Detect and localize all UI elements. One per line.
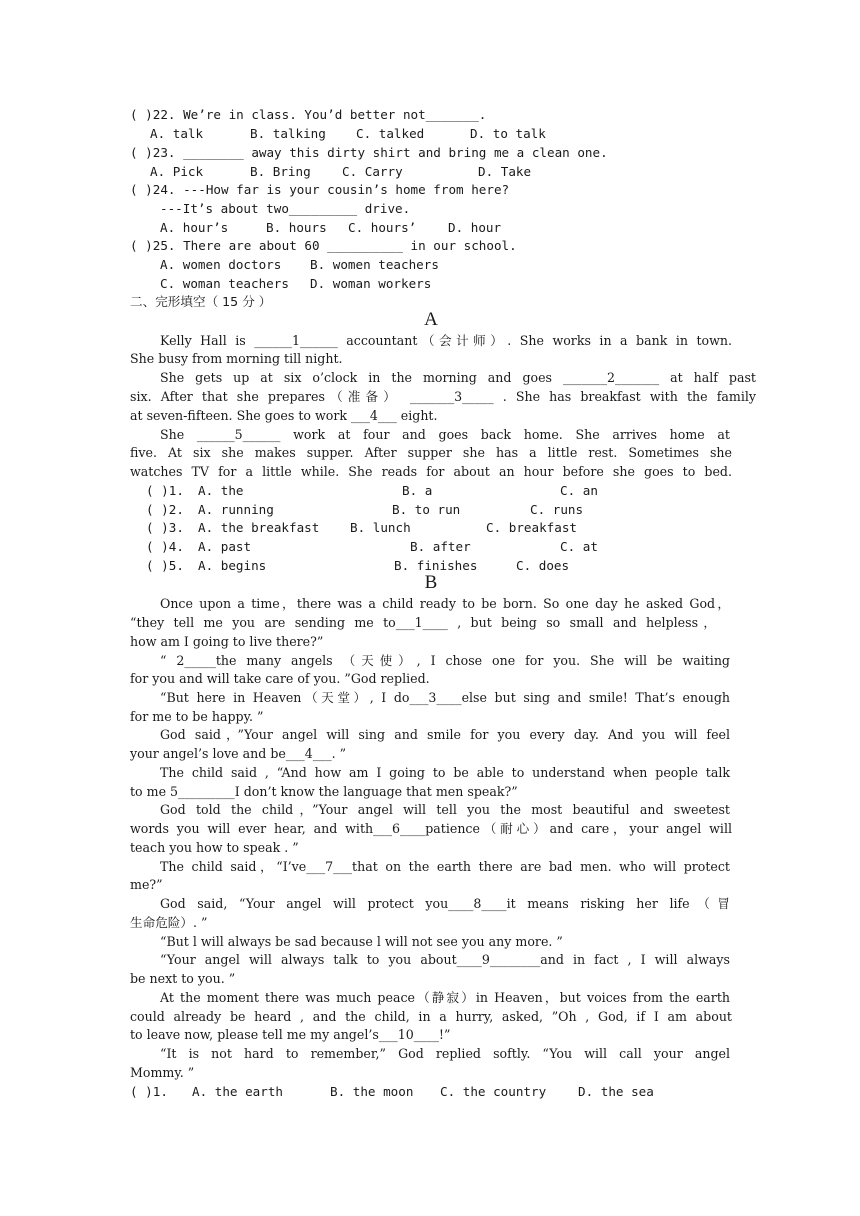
option-a: A. begins xyxy=(198,558,267,573)
question-25-options-row1 xyxy=(130,255,732,274)
passage-a-line: She ______5______ work at four and goes back home. She arrives home at xyxy=(160,427,730,442)
option-b: B. the moon xyxy=(330,1084,414,1099)
option-d: D. to talk xyxy=(470,126,546,141)
option-a: A. the earth xyxy=(192,1084,283,1099)
passage-b-line: “But here in Heaven（天堂）, I do___3____else but sing and smile! That’s enough xyxy=(160,690,730,705)
passage-b-line: words you will ever hear, and with___6____patience（耐心）and care，your angel will xyxy=(130,821,732,836)
passage-b-line: The child said，“I’ve___7___that on the earth there are bad men. who will protect xyxy=(160,859,730,874)
passage-b-line: could already be heard , and the child, in a hurry, asked, ”Oh , God, if I am about xyxy=(130,1009,732,1024)
option-c: C. an xyxy=(560,483,598,498)
question-number: ( )1. xyxy=(130,1084,168,1099)
passage-b-line: how am I going to live there?” xyxy=(130,634,324,649)
option-b: B. finishes xyxy=(394,558,478,573)
question-24-options xyxy=(130,218,732,237)
option-a: A. the xyxy=(198,483,244,498)
passage-b-line: your angel’s love and be___4___. ” xyxy=(130,746,347,761)
passage-b-line: At the moment there was much peace（静寂）in Heaven，but voices from the earth xyxy=(160,990,730,1005)
question-number: ( )2. xyxy=(146,502,184,517)
passage-b-line: God told the child，”Your angel will tell you the most beautiful and sweetest xyxy=(160,802,730,817)
option-a: A. hour’s xyxy=(160,220,229,235)
passage-b-line: God said, “Your angel will protect you____8____it means risking her life（冒 xyxy=(160,896,730,911)
option-b: B. women teachers xyxy=(310,257,439,272)
passage-a-line: She busy from morning till night. xyxy=(130,351,343,366)
option-b: B. Bring xyxy=(250,164,311,179)
passage-b-letter: B xyxy=(424,572,438,593)
section-two-title: 二、完形填空（ 15 分 ） xyxy=(130,294,272,309)
passage-a-line: Kelly Hall is ______1______ accountant（会计师）. She works in a bank in town. xyxy=(160,333,732,348)
passage-a-question-3 xyxy=(146,518,748,537)
option-c: C. woman teachers xyxy=(160,276,289,291)
option-b: B. lunch xyxy=(350,520,411,535)
passage-a-line: six. After that she prepares（准备） _______3_____ . She has breakfast with the family xyxy=(130,389,756,404)
option-b: B. hours xyxy=(266,220,327,235)
passage-a-question-4 xyxy=(146,537,748,556)
passage-b-line: me?” xyxy=(130,877,163,892)
option-d: D. Take xyxy=(478,164,532,179)
passage-a-question-1 xyxy=(146,481,748,500)
question-23-options xyxy=(130,162,732,181)
option-c: C. runs xyxy=(530,502,584,517)
question-number: ( )1. xyxy=(146,483,184,498)
option-a: A. the breakfast xyxy=(198,520,320,535)
question-number: ( )4. xyxy=(146,539,184,554)
option-b: B. after xyxy=(410,539,471,554)
passage-b-line: for you and will take care of you. ”God replied. xyxy=(130,671,430,686)
passage-b-line: “It is not hard to remember,” God replied softly. “You will call your angel xyxy=(160,1046,730,1061)
option-b: B. to run xyxy=(392,502,461,517)
option-c: C. Carry xyxy=(342,164,403,179)
passage-b-line: 生命危险）. ” xyxy=(130,915,208,930)
passage-a-line: She gets up at six o’clock in the morning and goes _______2_______ at half past xyxy=(160,370,756,385)
passage-a-line: at seven-fifteen. She goes to work ___4___ eight. xyxy=(130,408,438,423)
question-number: ( )5. xyxy=(146,558,184,573)
passage-b-line: to me 5_________I don’t know the language that men speak?” xyxy=(130,784,518,799)
option-a: A. running xyxy=(198,502,274,517)
passage-a-question-2 xyxy=(146,500,748,519)
option-a: A. women doctors xyxy=(160,257,282,272)
passage-b-line: “they tell me you are sending me to___1____ , but being so small and helpless， xyxy=(130,615,716,630)
option-d: D. woman workers xyxy=(310,276,432,291)
question-22-options xyxy=(130,124,732,143)
option-d: D. the sea xyxy=(578,1084,654,1099)
passage-a-line: watches TV for a little while. She reads for about an hour before she goes to bed. xyxy=(130,464,732,479)
passage-b-line: Mommy. ” xyxy=(130,1065,195,1080)
passage-b-line: “ 2_____the many angels （天使）, I chose one for you. She will be waiting xyxy=(160,653,730,668)
question-24-stem: ( )24. ---How far is your cousin’s home from here? xyxy=(130,182,510,197)
question-25-options-row2 xyxy=(130,274,732,293)
question-number: ( )3. xyxy=(146,520,184,535)
passage-b-line: Once upon a time，there was a child ready to be born. So one day he asked God， xyxy=(160,596,730,611)
option-a: A. Pick xyxy=(150,164,204,179)
passage-b-line: God said，”Your angel will sing and smile for you every day. And you will feel xyxy=(160,727,730,742)
question-23-stem: ( )23. ________ away this dirty shirt and bring me a clean one. xyxy=(130,145,608,160)
option-a: A. talk xyxy=(150,126,204,141)
passage-b-line: be next to you. ” xyxy=(130,971,236,986)
passage-b-question-1 xyxy=(130,1082,732,1101)
option-c: C. at xyxy=(560,539,598,554)
passage-b-line: “But l will always be sad because l will not see you any more. ” xyxy=(160,934,563,949)
option-c: C. the country xyxy=(440,1084,547,1099)
option-d: D. hour xyxy=(448,220,502,235)
question-22-stem: ( )22. We’re in class. You’d better not_______. xyxy=(130,107,487,122)
option-b: B. a xyxy=(402,483,433,498)
passage-b-line: teach you how to speak . ” xyxy=(130,840,299,855)
option-a: A. past xyxy=(198,539,252,554)
passage-b-line: to leave now, please tell me my angel’s___10____!” xyxy=(130,1027,451,1042)
passage-b-line: The child said , “And how am I going to be able to understand when people talk xyxy=(160,765,730,780)
option-c: C. talked xyxy=(356,126,425,141)
option-c: C. hours’ xyxy=(348,220,417,235)
passage-b-line: for me to be happy. ” xyxy=(130,709,264,724)
option-c: C. does xyxy=(516,558,570,573)
passage-b-line: “Your angel will always talk to you about____9________and in fact , I will always xyxy=(160,952,730,967)
passage-a-letter: A xyxy=(424,309,438,330)
option-c: C. breakfast xyxy=(486,520,577,535)
question-24-stem-reply: ---It’s about two_________ drive. xyxy=(160,201,411,216)
option-b: B. talking xyxy=(250,126,326,141)
passage-a-line: five. At six she makes supper. After supper she has a little rest. Sometimes she xyxy=(130,445,732,460)
question-25-stem: ( )25. There are about 60 __________ in our school. xyxy=(130,238,517,253)
